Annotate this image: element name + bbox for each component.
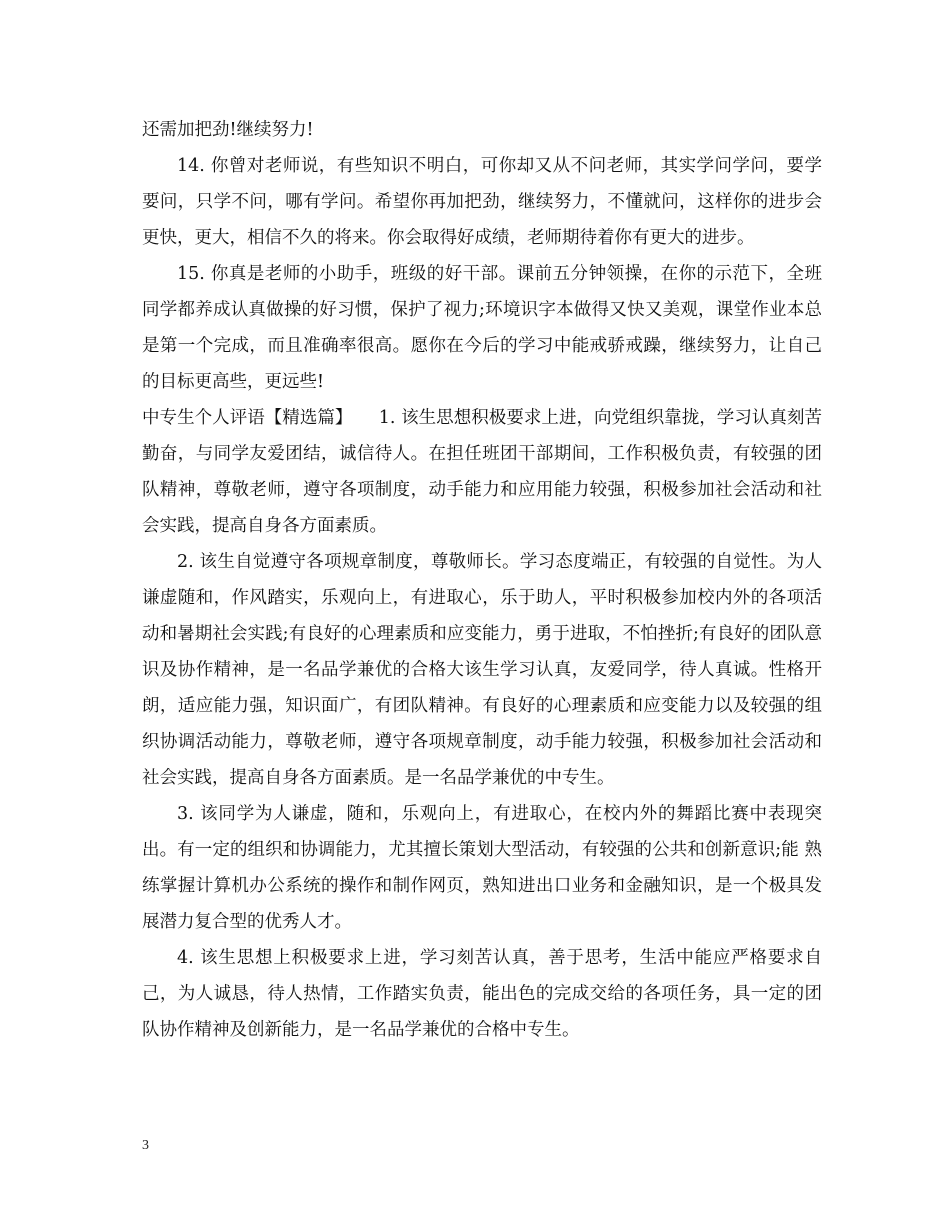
paragraph-item-4: 4. 该生思想上积极要求上进，学习刻苦认真，善于思考，生活中能应严格要求自己，为人诚恳，待人热情，工作踏实负责，能出色的完成交给的各项任务，具一定的团队协作精神及创新能力，是一名品学兼优的合格中专生。 xyxy=(142,948,822,1040)
paragraph-section-heading-item-1: 中专生个人评语【精选篇】 1. 该生思想积极要求上进，向党组织靠拢，学习认真刻苦勤奋，与同学友爱团结，诚信待人。在担任班团干部期间，工作积极负责，有较强的团队精神，尊敬老师，遵守各项制度，动手能力和应用能力较强，积极参加社会活动和社会实践，提高自身各方面素质。 xyxy=(142,408,822,536)
page-number: 3 xyxy=(142,1138,149,1153)
document-body xyxy=(142,112,822,1048)
paragraph-item-3: 3. 该同学为人谦虚，随和，乐观向上，有进取心，在校内外的舞蹈比赛中表现突出。有一定的组织和协调能力，尤其擅长策划大型活动，有较强的公共和创新意识;能 熟练掌握计算机办公系统的操作和制作网页，熟知进出口业务和金融知识，是一个极具发展潜力复合型的优秀人才。 xyxy=(142,804,822,932)
paragraph-item-2: 2. 该生自觉遵守各项规章制度，尊敬师长。学习态度端正，有较强的自觉性。为人谦虚随和，作风踏实，乐观向上，有进取心，乐于助人，平时积极参加校内外的各项活动和暑期社会实践;有良好的心理素质和应变能力，勇于进取，不怕挫折;有良好的团队意识及协作精神，是一名品学兼优的合格大该生学习认真，友爱同学，待人真诚。性格开朗，适应能力强，知识面广，有团队精神。有良好的心理素质和应变能力以及较强的组织协调活动能力，尊敬老师，遵守各项规章制度，动手能力较强，积极参加社会活动和社会实践，提高自身各方面素质。是一名品学兼优的中专生。 xyxy=(142,552,822,788)
paragraph-continuation: 还需加把劲!继续努力! xyxy=(142,120,314,140)
paragraph-comment-15: 15. 你真是老师的小助手，班级的好干部。课前五分钟领操，在你的示范下，全班同学都养成认真做操的好习惯，保护了视力;环境识字本做得又快又美观，课堂作业本总是第一个完成，而且准确率很高。愿你在今后的学习中能戒骄戒躁，继续努力，让自己的目标更高些，更远些! xyxy=(142,264,822,392)
paragraph-comment-14: 14. 你曾对老师说，有些知识不明白，可你却又从不问老师，其实学问学问，要学要问，只学不问，哪有学问。希望你再加把劲，继续努力，不懂就问，这样你的进步会更快，更大，相信不久的将来。你会取得好成绩，老师期待着你有更大的进步。 xyxy=(142,156,822,248)
